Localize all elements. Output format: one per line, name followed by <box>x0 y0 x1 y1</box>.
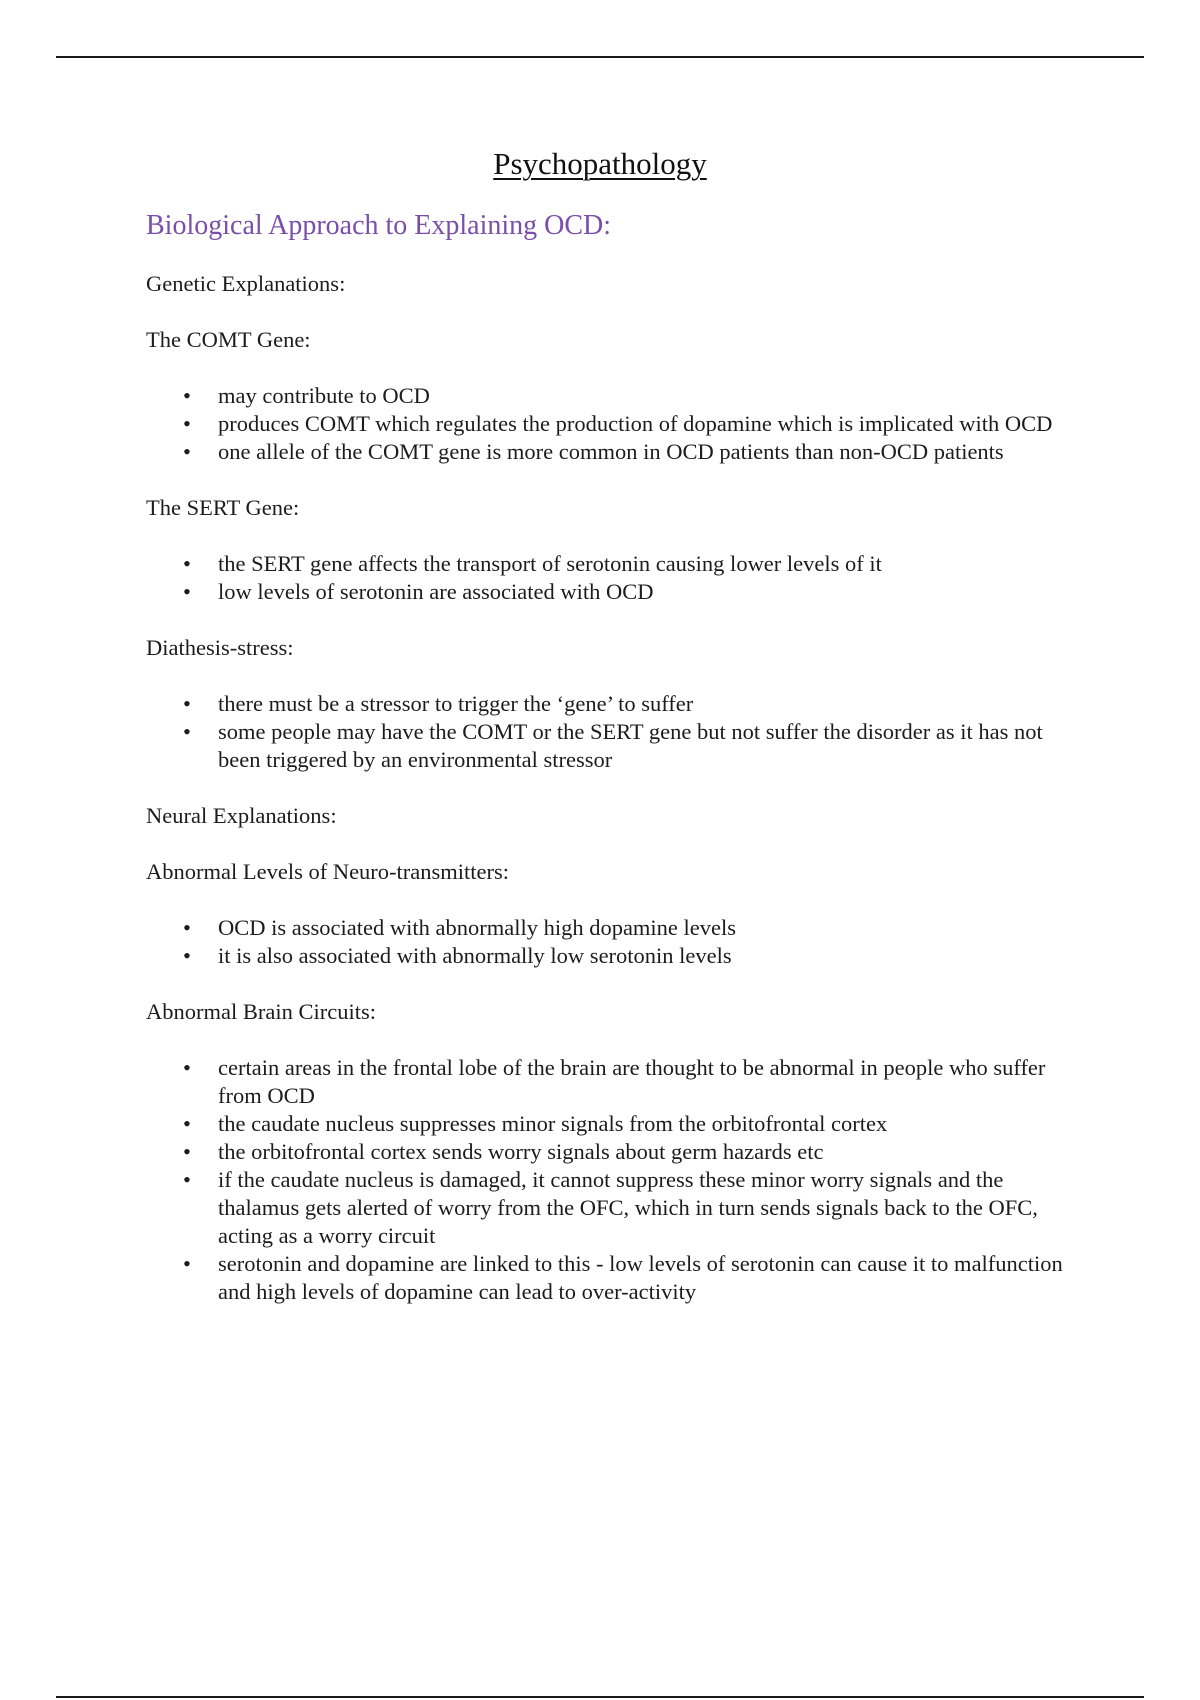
list-item-text: the SERT gene affects the transport of serotonin causing lower levels of it <box>218 551 882 576</box>
page-bottom-rule <box>56 1696 1144 1698</box>
list-item-text: OCD is associated with abnormally high dopamine levels <box>218 915 737 940</box>
bullet-icon: • <box>183 1139 191 1164</box>
bullet-icon: • <box>183 719 191 744</box>
list-item <box>146 914 1066 942</box>
subheading: The COMT Gene: <box>146 327 311 352</box>
list-item-text: produces COMT which regulates the production of dopamine which is implicated with OCD <box>218 411 1053 436</box>
list-item-text: some people may have the COMT or the SERT gene but not suffer the disorder as it has not been triggered by an environmental stressor <box>218 719 1043 772</box>
bullet-list <box>146 914 1066 970</box>
subheading: Diathesis-stress: <box>146 635 294 660</box>
bullet-list <box>146 550 1066 606</box>
list-item <box>146 718 1066 774</box>
bullet-list <box>146 382 1066 466</box>
document-title: Psychopathology <box>493 146 707 181</box>
list-item <box>146 1054 1066 1110</box>
list-item <box>146 1110 1066 1138</box>
bullet-list <box>146 1054 1066 1306</box>
list-item-text: the caudate nucleus suppresses minor signals from the orbitofrontal cortex <box>218 1111 888 1136</box>
bullet-icon: • <box>183 579 191 604</box>
subheading: Neural Explanations: <box>146 803 337 828</box>
list-item-text: certain areas in the frontal lobe of the brain are thought to be abnormal in people who suffer from OCD <box>218 1055 1046 1108</box>
bullet-icon: • <box>183 439 191 464</box>
bullet-icon: • <box>183 1055 191 1080</box>
list-item-text: there must be a stressor to trigger the ‘gene’ to suffer <box>218 691 694 716</box>
list-item <box>146 550 1066 578</box>
document-body <box>146 270 1066 1334</box>
bullet-icon: • <box>183 383 191 408</box>
list-item <box>146 1138 1066 1166</box>
bullet-icon: • <box>183 411 191 436</box>
bullet-list <box>146 690 1066 774</box>
list-item <box>146 382 1066 410</box>
list-item-text: it is also associated with abnormally low serotonin levels <box>218 943 732 968</box>
list-item <box>146 578 1066 606</box>
subheading: Genetic Explanations: <box>146 271 346 296</box>
list-item <box>146 690 1066 718</box>
bullet-icon: • <box>183 691 191 716</box>
bullet-icon: • <box>183 1251 191 1276</box>
subheading: Abnormal Brain Circuits: <box>146 999 376 1024</box>
bullet-icon: • <box>183 551 191 576</box>
subheading: Abnormal Levels of Neuro-transmitters: <box>146 859 510 884</box>
list-item <box>146 438 1066 466</box>
list-item-text: low levels of serotonin are associated with OCD <box>218 579 654 604</box>
subheading: The SERT Gene: <box>146 495 300 520</box>
bullet-icon: • <box>183 943 191 968</box>
list-item-text: the orbitofrontal cortex sends worry signals about germ hazards etc <box>218 1139 824 1164</box>
list-item-text: serotonin and dopamine are linked to this - low levels of serotonin can cause it to malfunction and high levels of dopamine can lead to over-activity <box>218 1251 1063 1304</box>
list-item-text: may contribute to OCD <box>218 383 430 408</box>
list-item <box>146 410 1066 438</box>
section-heading: Biological Approach to Explaining OCD: <box>146 210 612 241</box>
list-item <box>146 1166 1066 1250</box>
list-item <box>146 942 1066 970</box>
bullet-icon: • <box>183 1167 191 1192</box>
list-item-text: one allele of the COMT gene is more common in OCD patients than non-OCD patients <box>218 439 1004 464</box>
list-item-text: if the caudate nucleus is damaged, it cannot suppress these minor worry signals and the thalamus gets alerted of worry from the OFC, which in turn sends signals back to the OFC, acting as a worry circuit <box>218 1167 1038 1248</box>
bullet-icon: • <box>183 915 191 940</box>
bullet-icon: • <box>183 1111 191 1136</box>
list-item <box>146 1250 1066 1306</box>
page-top-rule <box>56 56 1144 58</box>
